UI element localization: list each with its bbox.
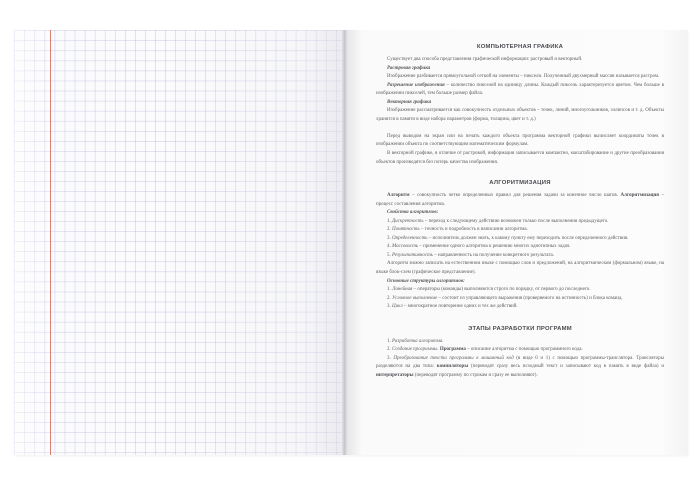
term-comprehensibility: Понятность: [392, 227, 420, 233]
page-shading: [14, 30, 342, 455]
paragraph: Изображение рассматривается как совокупность отдельных объектов – точек, линий, многоугольников, эллипсов и т. д. Объекты хранятся в памяти в виде набора параметров (форма, толщина, цвет и т. д.): [376, 108, 664, 122]
list-item-text: – точность и подробность в написании алгоритма.: [419, 227, 528, 233]
heading-computer-graphics: КОМПЬЮТЕРНАЯ ГРАФИКА: [476, 44, 564, 50]
subheading-text: Векторная графика: [387, 99, 432, 105]
list-item: [376, 338, 664, 347]
list-number: 4.: [387, 244, 392, 250]
list-item: [376, 226, 664, 235]
term-effectiveness: Результативность: [392, 252, 433, 258]
list-item-text: – многократное повторение одних и тех же действий.: [402, 304, 518, 310]
list-item: [376, 346, 664, 355]
stage-source-to-machine-code: Преобразование текста программы в машинный код: [393, 355, 514, 361]
list-item-text: (в виде 0 и 1) с помощью программы-транслятора. Трансляторы разделяются на два типа:: [376, 355, 664, 370]
list-number: 5.: [387, 252, 392, 258]
term-loop: Цикл: [392, 304, 403, 310]
right-page-text: [348, 30, 688, 455]
term-program: Программа: [439, 347, 466, 353]
paragraph-definition-algorithm: [376, 192, 664, 209]
list-item: [376, 252, 664, 261]
margin-rule-line: [50, 30, 51, 455]
paragraph: Перед выводом на экран или на печать каждого объекта программа векторной графики вычисляет координаты точек в изображении объекта по соответствующим математическим формулам.: [376, 133, 664, 148]
term-algorithm: Алгоритм: [387, 193, 410, 199]
list-number: 3.: [387, 304, 392, 310]
list-number: 1.: [387, 287, 392, 293]
stage-algorithm-development: Разработка алгоритма.: [392, 338, 444, 344]
list-item: [376, 295, 664, 304]
notebook: [14, 30, 688, 455]
list-number: 2.: [387, 347, 392, 353]
subheading-text: Основные структуры алгоритмов:: [387, 278, 465, 284]
list-item-text: – операторы (команды) выполняются строго по порядку, от первого до последнего.: [412, 287, 591, 293]
subheading-text: Свойства алгоритмов:: [387, 210, 439, 216]
term-definiteness: Определенность: [392, 235, 428, 241]
text-column: [376, 42, 664, 381]
paragraph-with-lead: [376, 82, 664, 99]
list-item-text: – состоит из управляющего выражения (проверяемого на истинность) и блока команд.: [437, 295, 623, 301]
term-conditional-execution: Условное выполнение: [392, 295, 438, 301]
list-number: 3.: [387, 235, 392, 241]
list-item: [376, 303, 664, 312]
stage-program-creation: Создание программы.: [392, 347, 439, 353]
list-number: 3.: [387, 355, 394, 361]
list-item-text: – исполнитель должен знать, к какому пункту ему переходить после определенного действия.: [427, 235, 629, 241]
list-number: 1.: [387, 218, 392, 224]
paragraph: Алгоритм можно записать на естественном языке с помощью слов и предложений, на алгоритмическом (формальном) языке, на языке блок-схем (графическое представление).: [376, 261, 664, 276]
list-item-text: – направленность на получение конкретного результата.: [432, 252, 555, 258]
definition-text-2: – процесс составления алгоритма.: [376, 193, 664, 207]
list-item-text-3: (переводят программу по строкам и сразу ее выполняют).: [413, 372, 538, 378]
list-item-text: – переход к следующему действию возможен только после выполнения предыдущего.: [423, 218, 609, 224]
term-compilers: компиляторы: [436, 364, 469, 370]
heading-program-development-stages: ЭТАПЫ РАЗРАБОТКИ ПРОГРАММ: [468, 325, 572, 332]
paragraph: Существует два способа представления графической информации: растровый и векторный.: [387, 57, 583, 62]
list-item: [376, 235, 664, 244]
list-item-text-2: (переводят сразу весь исходный текст и записывают код в память в виде файла) и: [468, 364, 664, 370]
list-number: 2.: [387, 227, 392, 233]
list-number: 2.: [387, 295, 392, 301]
paragraph: В векторной графике, в отличие от растровой, информация записывается компактно, масштабирование и другие преобразования объектов производятся без потерь качества изображения.: [376, 151, 664, 165]
subheading-algorithm-properties: [376, 209, 664, 218]
term-linear: Линейная: [392, 287, 413, 293]
left-page-graph-paper: [14, 30, 342, 455]
term-algorithmization: Алгоритмизация: [620, 193, 659, 199]
term-interpreters: интерпретаторы: [376, 372, 414, 378]
list-item: [376, 355, 664, 381]
term-mass-applicability: Массовость: [392, 244, 419, 250]
subheading-algorithm-structures: [376, 278, 664, 287]
list-number: 1.: [387, 338, 392, 344]
paragraph-body: – количество пикселей на единицу длины. Каждый пиксель характеризуется цветом. Чем больше в изображении пикселей, тем больше размер файла.: [376, 82, 665, 97]
term-discreteness: Дискретность: [392, 218, 424, 224]
term-resolution: Разрешение изображения: [387, 82, 445, 88]
list-item-text: – описание алгоритма с помощью программного кода.: [465, 347, 583, 353]
list-item-text: – применение одного алгоритма к решению многих однотипных задач.: [418, 244, 571, 250]
subheading-vector-graphics: [376, 99, 664, 108]
subheading-raster-graphics: [376, 65, 664, 74]
list-item: [376, 243, 664, 252]
paragraph: Изображение разбивается прямоугольной сеткой на элементы – пиксели. Полученный двухмерный массив называется растром.: [387, 74, 660, 80]
list-item: [376, 286, 664, 295]
subheading-text: Растровая графика: [387, 65, 431, 71]
definition-text: – совокупность четко определенных правил для решения задачи за конечное число шагов.: [409, 193, 621, 199]
list-item: [376, 218, 664, 227]
heading-algorithmization: АЛГОРИТМИЗАЦИЯ: [489, 180, 551, 187]
